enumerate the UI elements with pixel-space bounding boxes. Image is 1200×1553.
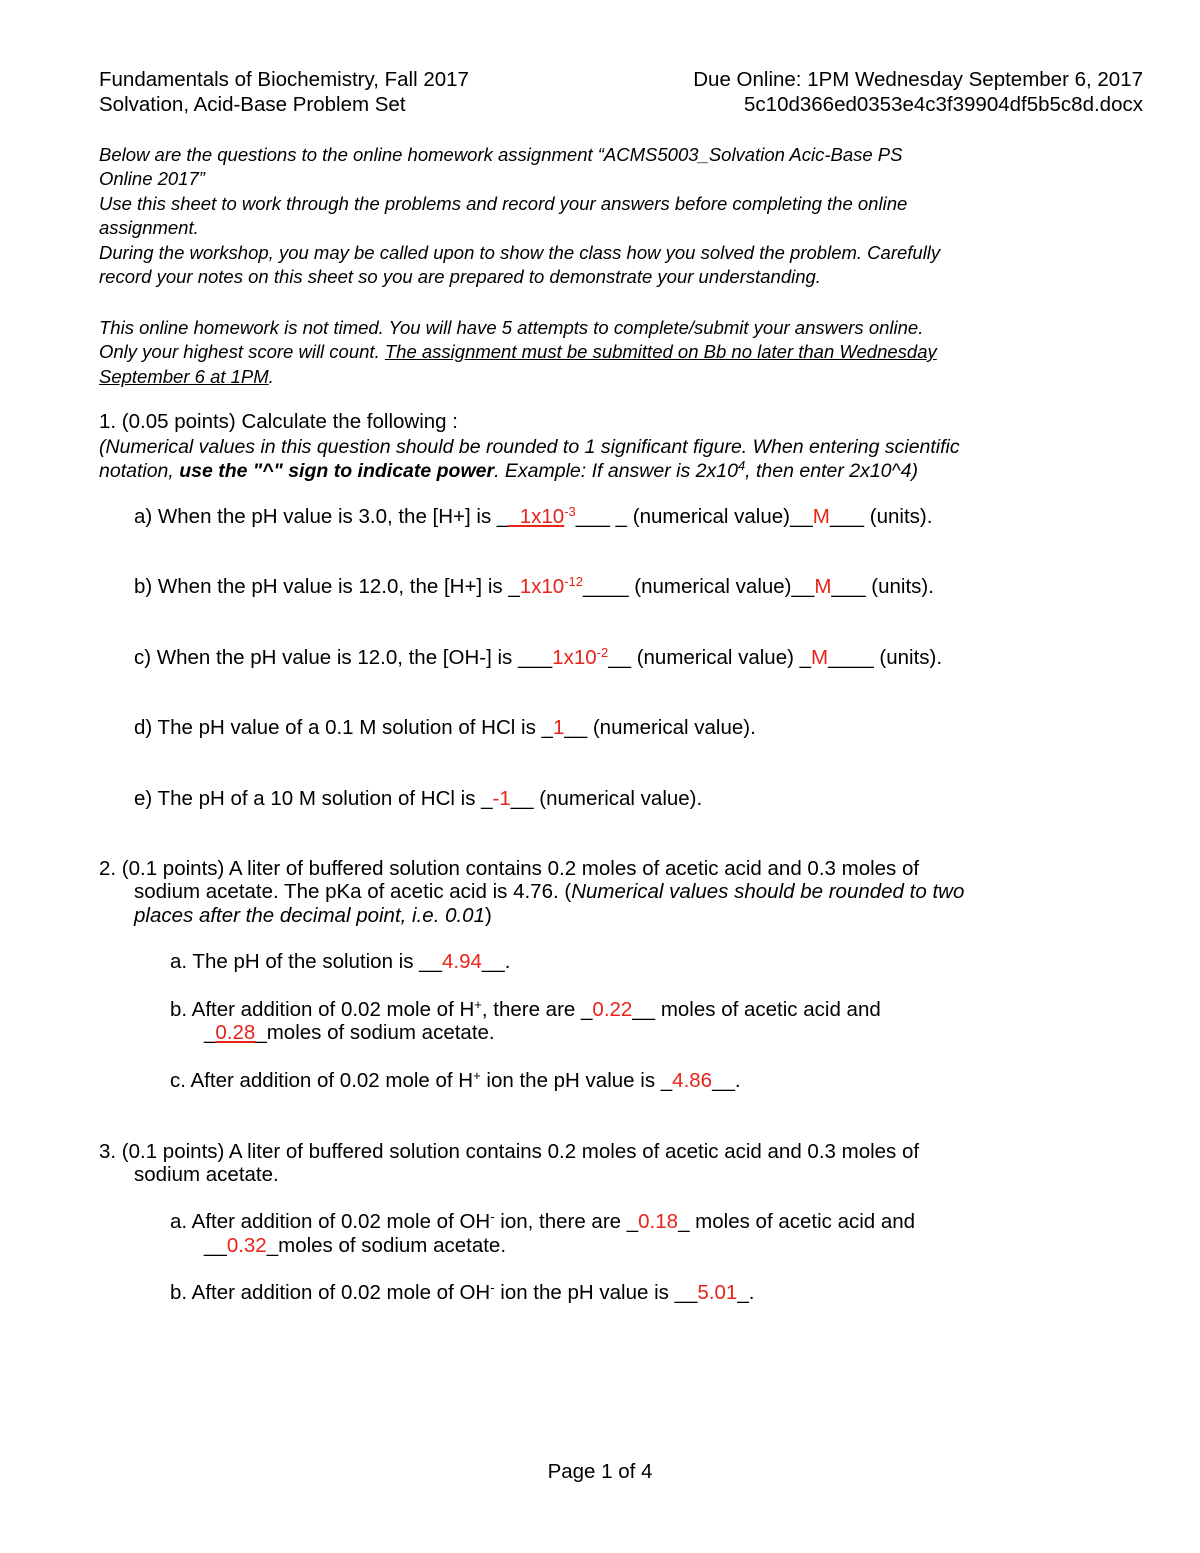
question-text: c) When the pH value is 12.0, the [OH-] is ___ [134, 646, 553, 669]
question-text: b. After addition of 0.02 mole of H [170, 998, 475, 1021]
question-2b-cont [204, 1021, 495, 1045]
intro-line [99, 365, 274, 389]
question-1e [134, 787, 702, 811]
intro-text: . [268, 366, 274, 387]
charge-superscript: - [490, 1280, 495, 1295]
note-text: . Example: If answer is 2x10 [494, 460, 738, 482]
answer-value: 1 [552, 716, 565, 739]
answer-unit: M [812, 505, 830, 528]
question-text: ___ (units). [829, 505, 933, 528]
intro-text: Only your highest score will count. [99, 341, 385, 362]
question-text: a. The pH of the solution is __ [170, 950, 442, 973]
question-text: __ (numerical value) _ [608, 646, 812, 669]
question-text: _moles of sodium acetate. [266, 1234, 507, 1257]
due-date: Due Online: 1PM Wednesday September 6, 2017 [693, 68, 1143, 91]
answer-value: -1 [492, 787, 511, 810]
question-text: _moles of sodium acetate. [255, 1021, 495, 1044]
deadline-text: September 6 at 1PM [99, 366, 269, 387]
question-note: Numerical values should be rounded to two [571, 880, 965, 903]
question-1-note [99, 459, 918, 483]
question-text: ___ _ (numerical value)__ [575, 505, 813, 528]
question-note: places after the decimal point, i.e. 0.01 [134, 904, 485, 927]
question-2c [170, 1069, 741, 1093]
file-name: 5c10d366ed0353e4c3f39904df5b5c8d.docx [744, 93, 1143, 116]
answer-value: _1x10 [508, 505, 565, 528]
question-1a [134, 505, 932, 529]
note-text: notation, [99, 460, 180, 482]
question-text: ion the pH value is __ [494, 1281, 698, 1304]
question-text: __ (numerical value). [510, 787, 703, 810]
answer-unit: M [811, 646, 829, 669]
answer-value: 4.86 [672, 1069, 713, 1092]
question-text: sodium acetate. The pKa of acetic acid is 4.76. ( [134, 880, 572, 903]
question-text: __ [204, 1234, 227, 1257]
question-text: ion, there are _ [494, 1210, 639, 1233]
answer-value: 0.32 [226, 1234, 267, 1257]
intro-line: Use this sheet to work through the problems and record your answers before completing the online [99, 193, 908, 214]
charge-superscript: + [473, 1068, 481, 1083]
answer-value: 0.18 [638, 1210, 679, 1233]
question-2a [170, 950, 510, 974]
intro-line [99, 340, 937, 364]
question-text: a. After addition of 0.02 mole of OH [170, 1210, 491, 1233]
set-title: Solvation, Acid-Base Problem Set [99, 93, 406, 116]
charge-superscript: + [474, 997, 482, 1012]
question-text: , there are _ [481, 998, 593, 1021]
question-text: _ [204, 1021, 216, 1044]
note-exponent: 4 [737, 458, 746, 473]
question-3-text: sodium acetate. [134, 1163, 279, 1186]
page-number: Page 1 of 4 [547, 1460, 653, 1483]
intro-line: This online homework is not timed. You will have 5 attempts to complete/submit your answers online. [99, 317, 924, 338]
question-text: ion the pH value is _ [480, 1069, 673, 1092]
question-1d [134, 716, 756, 740]
charge-superscript: - [490, 1209, 495, 1224]
question-text: __ (numerical value). [564, 716, 756, 739]
question-text: ____ (units). [828, 646, 943, 669]
question-2-text [134, 880, 964, 904]
question-2b [170, 998, 881, 1022]
question-text: b) When the pH value is 12.0, the [H+] is _ [134, 575, 520, 598]
question-1-note: (Numerical values in this question should be rounded to 1 significant figure. When entering scientific [99, 436, 960, 458]
answer-exponent: -2 [596, 645, 609, 660]
intro-line: During the workshop, you may be called upon to show the class how you solved the problem. Carefully [99, 242, 941, 263]
intro-line: assignment. [99, 217, 199, 238]
question-1b [134, 575, 934, 599]
question-text: ___ (units). [831, 575, 934, 598]
answer-value: 5.01 [697, 1281, 738, 1304]
question-text: d) The pH value of a 0.1 M solution of HCl is _ [134, 716, 553, 739]
intro-line: record your notes on this sheet so you are prepared to demonstrate your understanding. [99, 266, 821, 287]
deadline-text: The assignment must be submitted on Bb no later than Wednesday [384, 341, 937, 362]
question-2-text [134, 904, 492, 928]
answer-unit: M [814, 575, 832, 598]
intro-line: Below are the questions to the online homework assignment “ACMS5003_Solvation Acic-Base PS [99, 144, 903, 165]
question-text: ) [484, 904, 492, 927]
question-3b [170, 1281, 754, 1305]
answer-value: 0.28 [215, 1021, 256, 1044]
question-1-title: 1. (0.05 points) Calculate the following : [99, 410, 458, 433]
question-text: e) The pH of a 10 M solution of HCl is _ [134, 787, 493, 810]
question-text: _. [737, 1281, 755, 1304]
question-text: ____ (numerical value)__ [582, 575, 815, 598]
question-3-title: 3. (0.1 points) A liter of buffered solution contains 0.2 moles of acetic acid and 0.3 moles of [99, 1140, 920, 1163]
answer-value: 0.22 [592, 998, 633, 1021]
question-2-title: 2. (0.1 points) A liter of buffered solution contains 0.2 moles of acetic acid and 0.3 moles of [99, 857, 920, 880]
note-text: , then enter 2x10^4) [745, 460, 919, 482]
question-3a [170, 1210, 915, 1234]
note-bold-text: use the "^" sign to indicate power [179, 460, 495, 482]
answer-value: 4.94 [442, 950, 482, 973]
answer-exponent: -3 [564, 504, 576, 519]
question-text: __ moles of acetic acid and [632, 998, 881, 1021]
question-text: __. [712, 1069, 741, 1092]
question-text: c. After addition of 0.02 mole of H [170, 1069, 474, 1092]
question-text: _ moles of acetic acid and [678, 1210, 916, 1233]
course-title: Fundamentals of Biochemistry, Fall 2017 [99, 68, 469, 91]
intro-line: Online 2017” [99, 168, 205, 189]
question-1c [134, 646, 942, 670]
question-text: __. [481, 950, 511, 973]
answer-exponent: -12 [564, 574, 583, 589]
question-text: a) When the pH value is 3.0, the [H+] is _ [134, 505, 509, 528]
question-3a-cont [204, 1234, 506, 1258]
answer-value: 1x10 [519, 575, 565, 598]
question-text: b. After addition of 0.02 mole of OH [170, 1281, 491, 1304]
answer-value: 1x10 [552, 646, 597, 669]
